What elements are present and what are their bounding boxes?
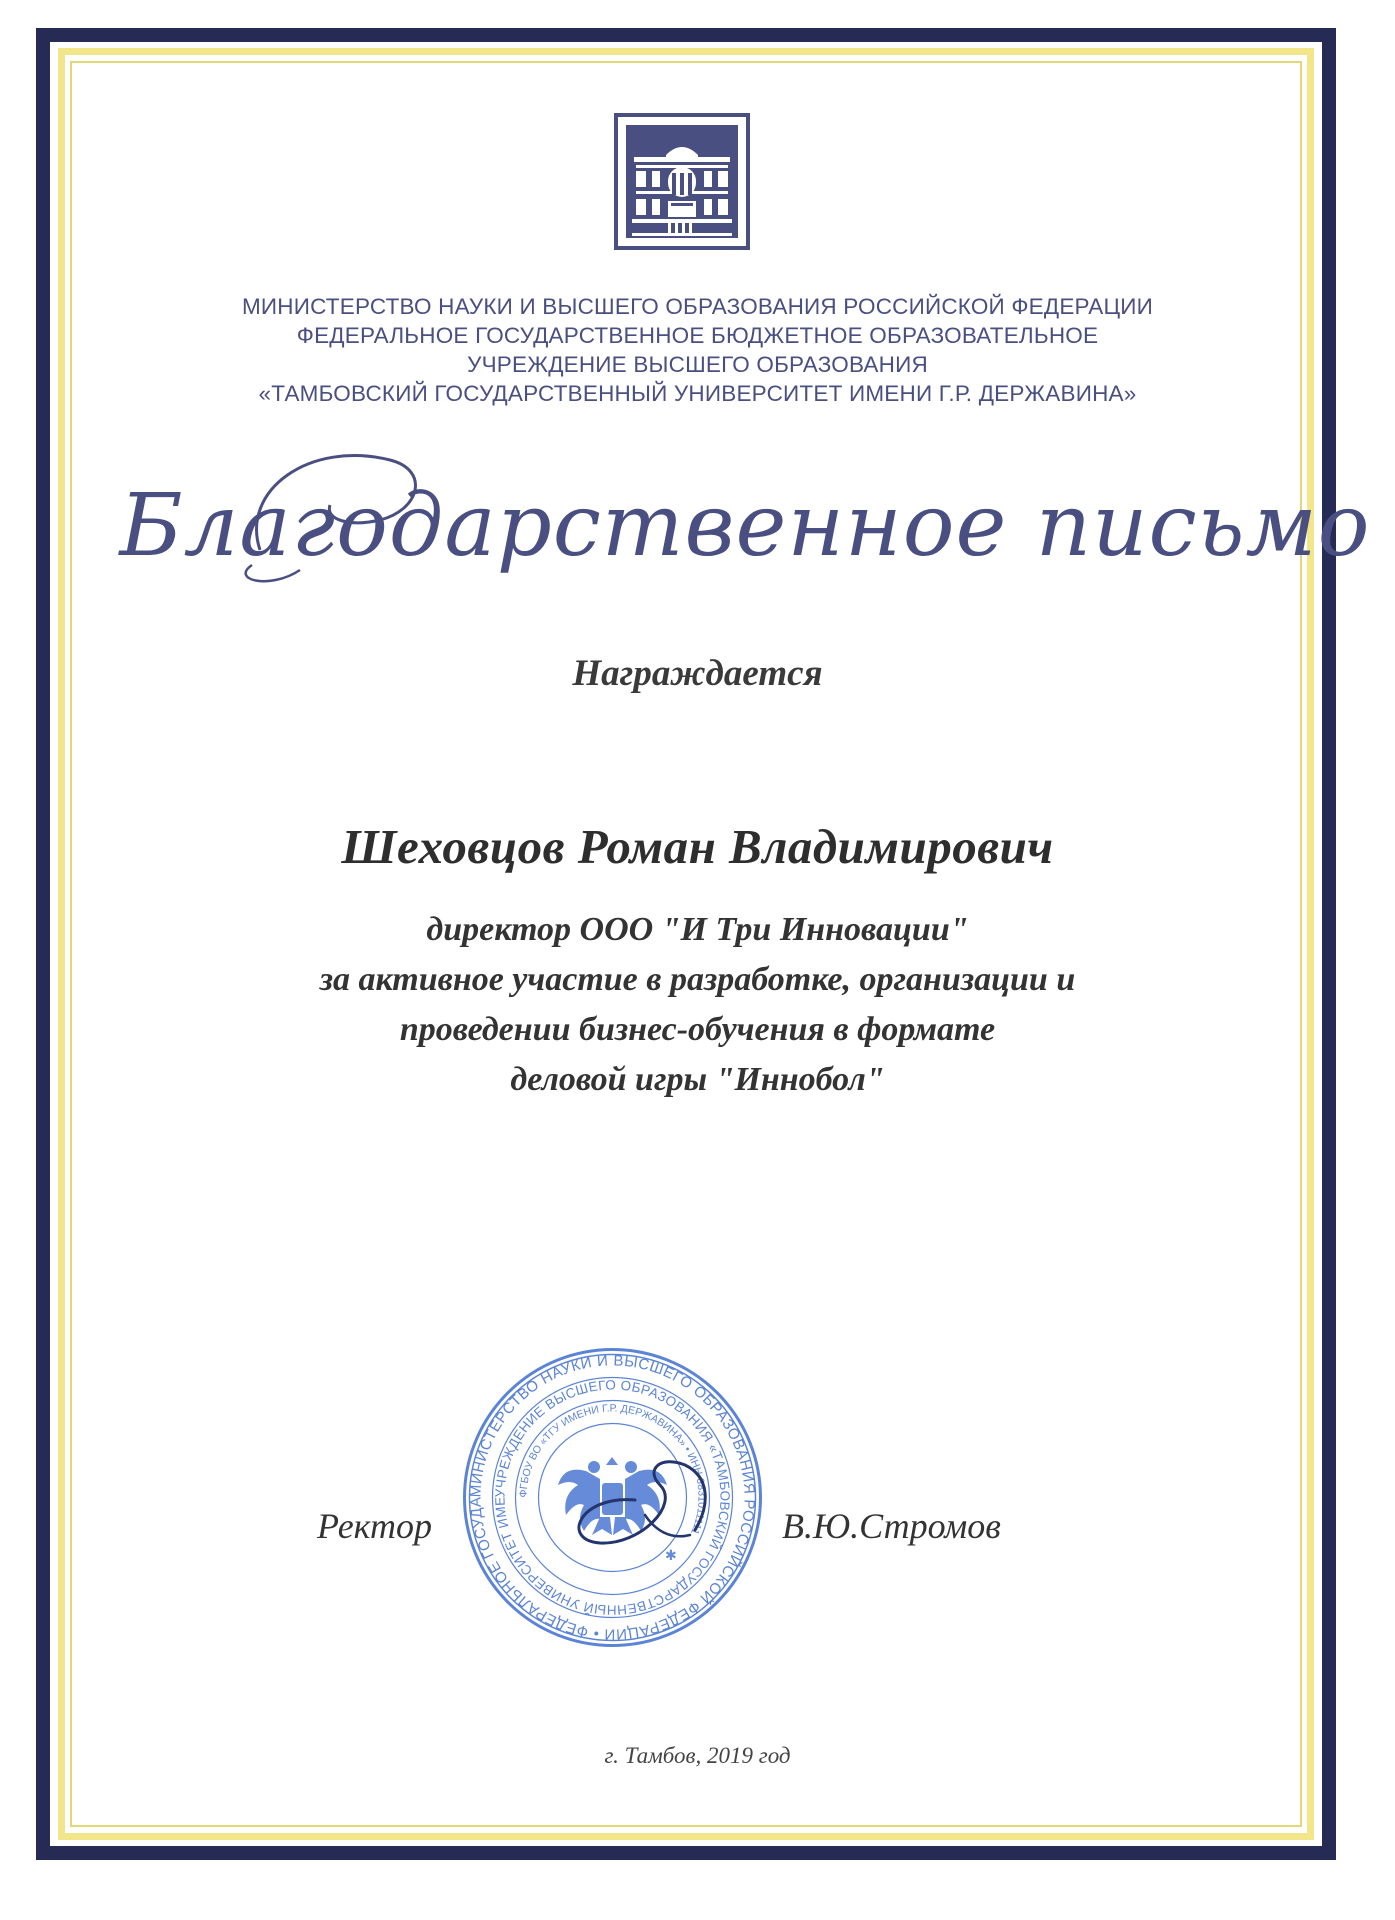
reason-line-2: за активное участие в разработке, организации и <box>319 961 1076 998</box>
header-line-4: «ТАМБОВСКИЙ ГОСУДАРСТВЕННЫЙ УНИВЕРСИТЕТ ИМЕНИ Г.Р. ДЕРЖАВИНА» <box>258 381 1137 406</box>
letter-title <box>119 430 1371 610</box>
reason-line-4: деловой игры "Иннобол" <box>510 1061 885 1098</box>
stamp-outer-text: МИНИСТЕРСТВО НАУКИ И ВЫСШЕГО ОБРАЗОВАНИЯ РОССИЙСКОЙ ФЕДЕРАЦИИ • ФЕДЕРАЛЬНОЕ ГОСУДА <box>467 1352 758 1643</box>
award-reason <box>0 905 1395 1105</box>
university-building-icon <box>614 113 750 250</box>
header-line-3: УЧРЕЖДЕНИЕ ВЫСШЕГО ОБРАЗОВАНИЯ <box>467 352 928 377</box>
stamp-middle-text: УЧРЕЖДЕНИЕ ВЫСШЕГО ОБРАЗОВАНИЯ «ТАМБОВСКИЙ ГОСУДАРСТВЕННЫЙ УНИВЕРСИТЕТ ИМЕ <box>492 1377 733 1618</box>
reason-line-1: директор ООО "И Три Инновации" <box>426 911 969 948</box>
institution-header <box>120 292 1275 408</box>
signature-position: Ректор <box>317 1506 433 1546</box>
awarded-label: Награждается <box>572 653 823 694</box>
header-line-1: МИНИСТЕРСТВО НАУКИ И ВЫСШЕГО ОБРАЗОВАНИЯ РОССИЙСКОЙ ФЕДЕРАЦИИ <box>241 294 1154 319</box>
svg-text:ФГБОУ ВО «ТГУ ИМЕНИ Г.Р. ДЕРЖА <box>517 1402 707 1536</box>
reason-line-3: проведении бизнес-обучения в формате <box>399 1011 996 1048</box>
header-line-2: ФЕДЕРАЛЬНОЕ ГОСУДАРСТВЕННОЕ БЮДЖЕТНОЕ ОБРАЗОВАТЕЛЬНОЕ <box>296 323 1099 348</box>
place-and-year: г. Тамбов, 2019 год <box>604 1743 791 1768</box>
svg-text:✱: ✱ <box>665 1548 677 1564</box>
signatory-name: В.Ю.Стромов <box>782 1506 1001 1546</box>
recipient-name: Шеховцов Роман Владимирович <box>341 819 1054 874</box>
official-stamp <box>460 1345 765 1650</box>
letter-title-text: Благодарственное письмо <box>119 476 1371 576</box>
stamp-inner-text: ФГБОУ ВО «ТГУ ИМЕНИ Г.Р. ДЕРЖАВИНА» • ИНН 6831011111 <box>517 1402 708 1537</box>
